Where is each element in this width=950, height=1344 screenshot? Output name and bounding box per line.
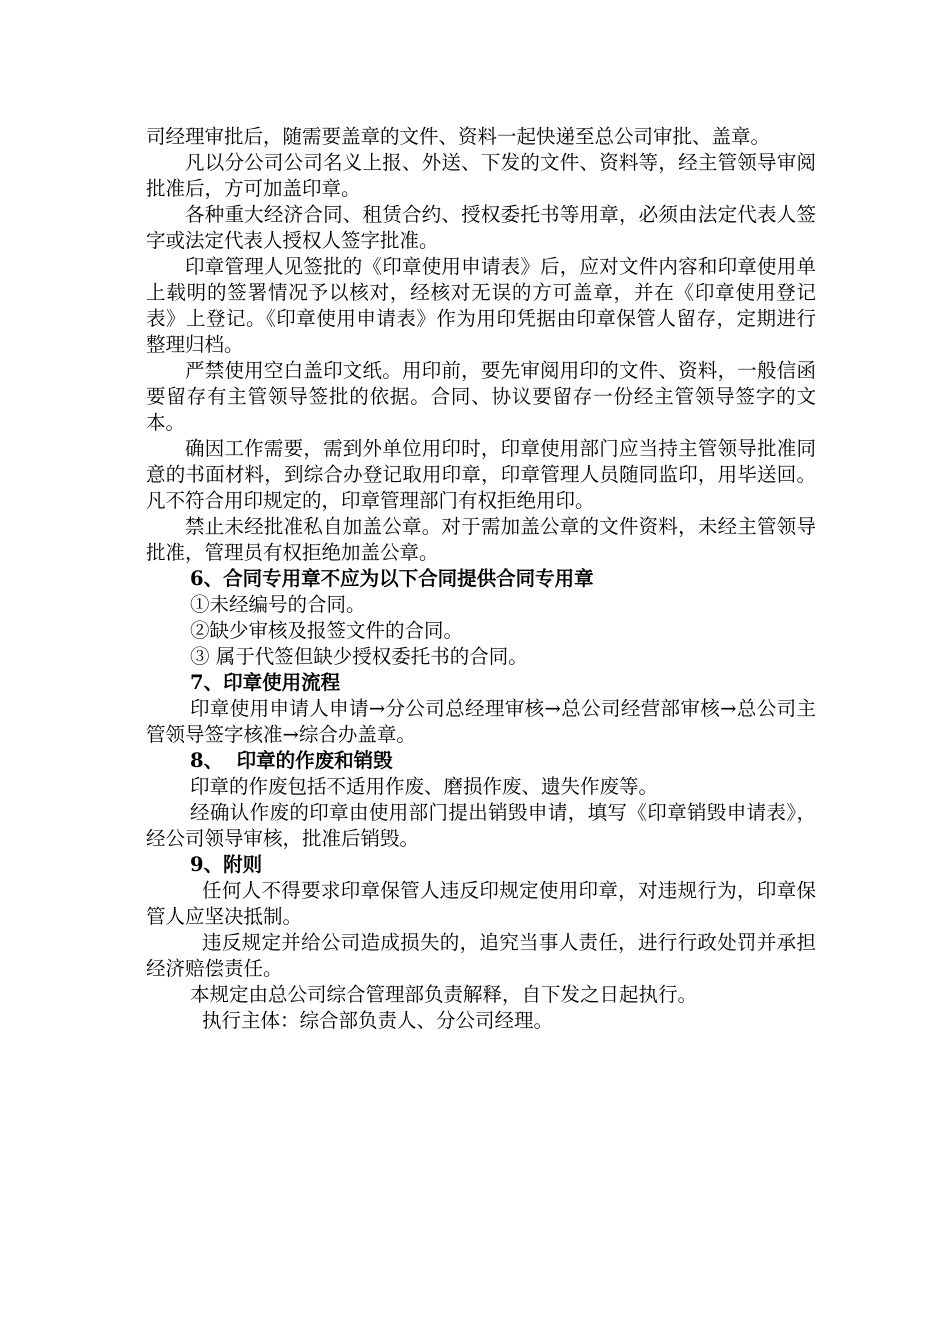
paragraph: 执行主体：综合部负责人、分公司经理。: [202, 1009, 554, 1032]
list-item: ②缺少审核及报签文件的合同。: [190, 619, 464, 642]
paragraph: 本规定由总公司综合管理部负责解释，自下发之日起执行。: [190, 983, 698, 1006]
list-item: ①未经编号的合同。: [190, 593, 366, 616]
paragraph: 任何人不得要求印章保管人违反印规定使用印章，对违规行为，印章保管人应坚决抵制。: [146, 879, 816, 928]
section-heading-7: 7、印章使用流程: [190, 671, 341, 694]
paragraph: 凡以分公司公司名义上报、外送、下发的文件、资料等，经主管领导审阅批准后，方可加盖印章。: [146, 151, 816, 200]
section-heading-6: 6、合同专用章不应为以下合同提供合同专用章: [190, 567, 594, 590]
paragraph: 司经理审批后，随需要盖章的文件、资料一起快递至总公司审批、盖章。: [146, 125, 771, 148]
paragraph: 印章使用申请人申请→分公司总经理审核→总公司经营部审核→总公司主管领导签字核准→综合办盖章。: [146, 697, 816, 746]
paragraph: 严禁使用空白盖印文纸。用印前，要先审阅用印的文件、资料，一般信函要留存有主管领导签批的依据。合同、协议要留存一份经主管领导签字的文本。: [146, 359, 816, 434]
section-heading-8: 8、 印章的作废和销毁: [190, 749, 393, 772]
section-heading-9: 9、附则: [190, 853, 263, 876]
document-body: [146, 124, 816, 1034]
paragraph: 违反规定并给公司造成损失的，追究当事人责任，进行行政处罚并承担经济赔偿责任。: [146, 931, 816, 980]
paragraph: 确因工作需要，需到外单位用印时，印章使用部门应当持主管领导批准同意的书面材料，到综合办登记取用印章，印章管理人员随同监印，用毕送回。凡不符合用印规定的，印章管理部门有权拒绝用印。: [146, 437, 816, 512]
paragraph: 经确认作废的印章由使用部门提出销毁申请，填写《印章销毁申请表》，经公司领导审核，批准后销毁。: [146, 801, 816, 850]
paragraph: 禁止未经批准私自加盖公章。对于需加盖公章的文件资料，未经主管领导批准，管理员有权拒绝加盖公章。: [146, 515, 816, 564]
paragraph: 各种重大经济合同、租赁合约、授权委托书等用章，必须由法定代表人签字或法定代表人授权人签字批准。: [146, 203, 816, 252]
paragraph: 印章的作废包括不适用作废、磨损作废、遗失作废等。: [190, 775, 659, 798]
list-item: ③ 属于代签但缺少授权委托书的合同。: [190, 645, 528, 668]
paragraph: 印章管理人见签批的《印章使用申请表》后，应对文件内容和印章使用单上载明的签署情况予以核对，经核对无误的方可盖章，并在《印章使用登记表》上登记。《印章使用申请表》作为用印凭据由印章保管人留存，定期进行整理归档。: [146, 255, 816, 356]
